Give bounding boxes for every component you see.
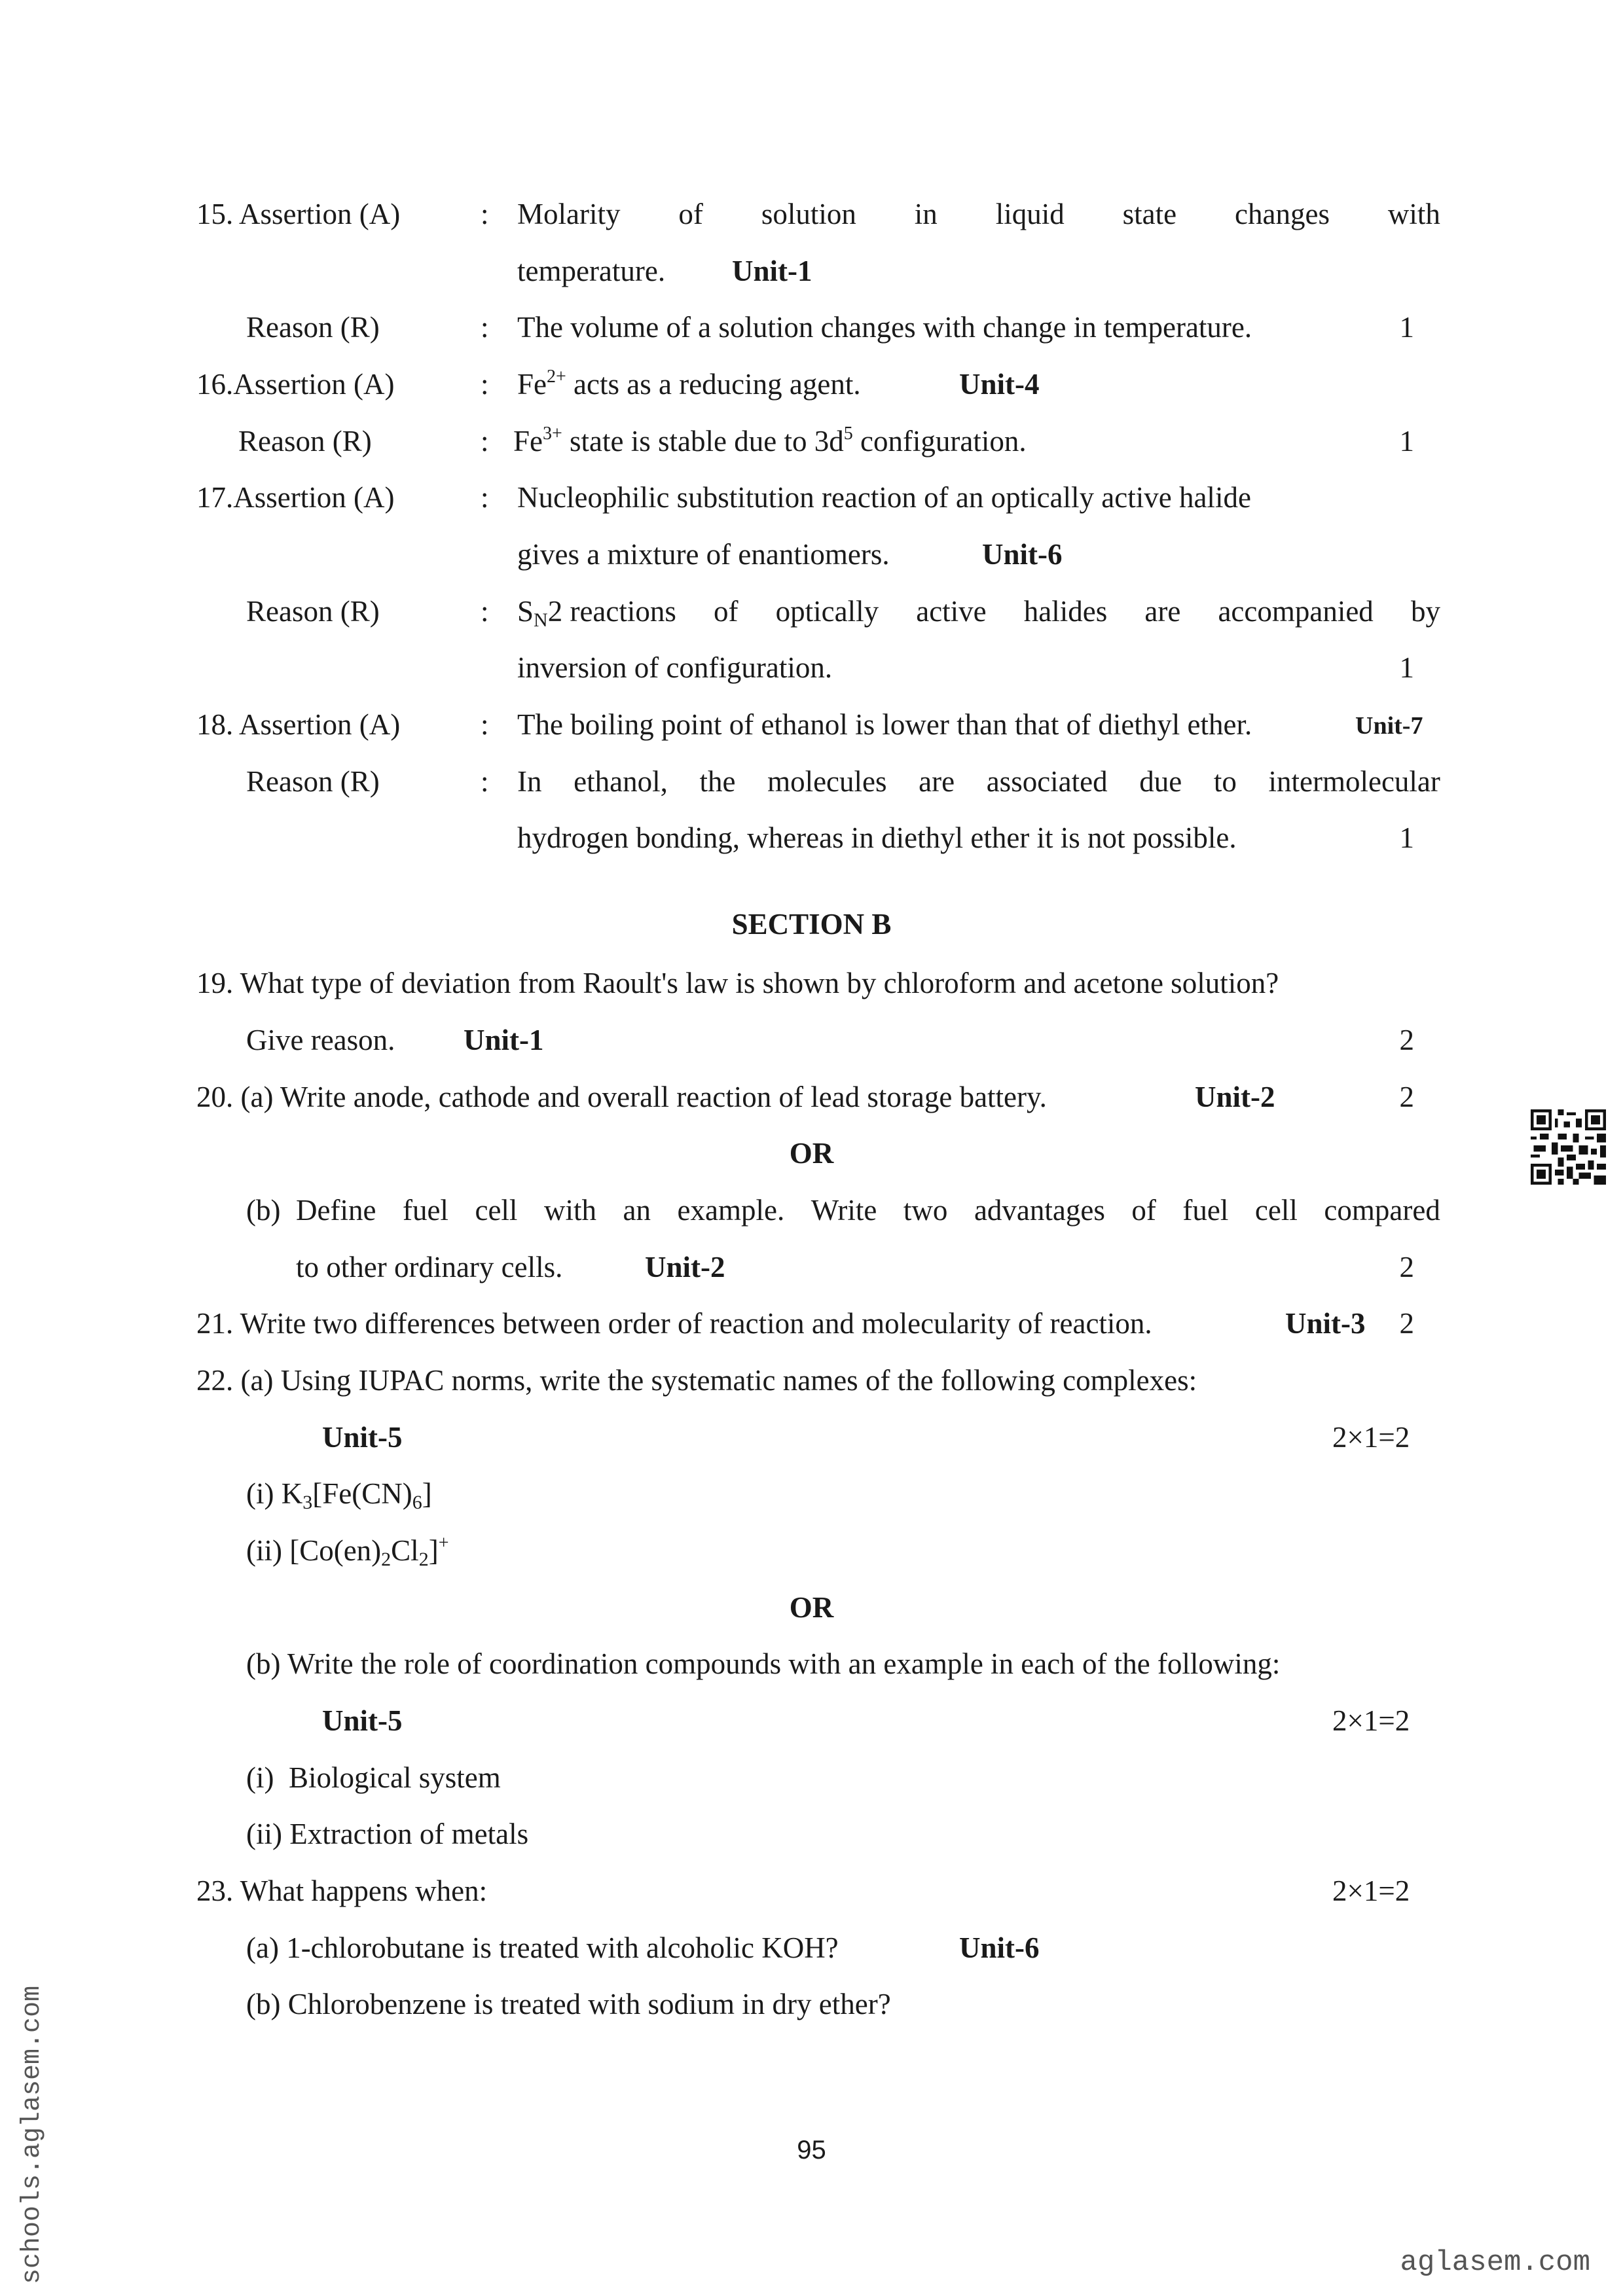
q22-b-i: (i) Biological system bbox=[246, 1761, 501, 1794]
q20-b-marks: 2 bbox=[1399, 1251, 1414, 1283]
q17-reason-label: Reason (R) bbox=[246, 595, 380, 628]
colon: : bbox=[481, 198, 489, 230]
q15-unit: Unit-1 bbox=[732, 255, 812, 287]
q19-line2: Give reason. bbox=[246, 1024, 395, 1056]
q16-unit: Unit-4 bbox=[959, 368, 1040, 401]
q22-b-unit: Unit-5 bbox=[322, 1704, 403, 1737]
q23-b-text: (b) Chlorobenzene is treated with sodium in dry ether? bbox=[246, 1988, 891, 2020]
q21-text: 21. Write two differences between order of reaction and molecularity of reaction. bbox=[196, 1307, 1152, 1340]
colon: : bbox=[481, 425, 489, 457]
q22-b-text: (b) Write the role of coordination compounds with an example in each of the following: bbox=[246, 1647, 1281, 1680]
q18-reason-label: Reason (R) bbox=[246, 765, 380, 798]
q23-a-text: (a) 1-chlorobutane is treated with alcoholic KOH? bbox=[246, 1931, 839, 1964]
q18-reason-line2: hydrogen bonding, whereas in diethyl ether it is not possible. bbox=[517, 821, 1237, 854]
q22-or: OR bbox=[789, 1591, 834, 1624]
q22-b-ii: (ii) Extraction of metals bbox=[246, 1818, 529, 1850]
q18-assertion-text: The boiling point of ethanol is lower than that of diethyl ether. bbox=[517, 708, 1252, 741]
q17-assertion-line2: gives a mixture of enantiomers. bbox=[517, 538, 890, 571]
q17-label: 17.Assertion (A) bbox=[196, 481, 395, 514]
q16-reason-text: $Fe^{3+}$ state is stable due to $3d^5$ configuration. bbox=[513, 423, 1027, 457]
q20-b-line1: Define fuel cell with an example. Write two advantages of fuel cell compared bbox=[296, 1194, 1440, 1227]
q20-a-marks: 2 bbox=[1399, 1081, 1414, 1113]
q22-a-unit: Unit-5 bbox=[322, 1421, 403, 1454]
q16-marks: 1 bbox=[1399, 425, 1414, 457]
q20-or: OR bbox=[789, 1137, 834, 1170]
q19-marks: 2 bbox=[1399, 1024, 1414, 1056]
q20-b-unit: Unit-2 bbox=[645, 1251, 725, 1283]
q16-assertion-text: $Fe^{2+}$ acts as a reducing agent. bbox=[517, 367, 861, 401]
q17-marks: 1 bbox=[1399, 651, 1414, 684]
q21-marks: 2 bbox=[1399, 1307, 1414, 1340]
q15-label: 15. Assertion (A) bbox=[196, 198, 401, 230]
colon: : bbox=[481, 481, 489, 514]
q15-assertion-line2: temperature. bbox=[517, 255, 666, 287]
q22-b-marks: 2×1=2 bbox=[1332, 1704, 1410, 1737]
q19-unit: Unit-1 bbox=[464, 1024, 544, 1056]
q20-b-prefix: (b) bbox=[246, 1194, 281, 1227]
page-number: 95 bbox=[797, 2136, 826, 2164]
q23-marks: 2×1=2 bbox=[1332, 1874, 1410, 1907]
q20-a-text: 20. (a) Write anode, cathode and overall reaction of lead storage battery. bbox=[196, 1081, 1047, 1113]
q18-label: 18. Assertion (A) bbox=[196, 708, 401, 741]
colon: : bbox=[481, 708, 489, 741]
q18-unit: Unit-7 bbox=[1355, 712, 1423, 740]
q18-marks: 1 bbox=[1399, 821, 1414, 854]
q16-reason-label: Reason (R) bbox=[238, 425, 372, 457]
q17-reason-line1: $S_N2$ reactions of optically active halides are accompanied by bbox=[517, 595, 1440, 631]
q15-assertion-line1: Molarity of solution in liquid state changes with bbox=[517, 198, 1440, 230]
q15-reason-text: The volume of a solution changes with change in temperature. bbox=[517, 311, 1252, 344]
colon: : bbox=[481, 311, 489, 344]
q15-reason-label: Reason (R) bbox=[246, 311, 380, 344]
q23-a-unit: Unit-6 bbox=[959, 1931, 1040, 1964]
q17-reason-line2: inversion of configuration. bbox=[517, 651, 833, 684]
q22-a-marks: 2×1=2 bbox=[1332, 1421, 1410, 1454]
section-b-heading: SECTION B bbox=[731, 908, 892, 941]
q17-assertion-line1: Nucleophilic substitution reaction of an optically active halide bbox=[517, 481, 1251, 514]
q16-label: 16.Assertion (A) bbox=[196, 368, 395, 401]
q22-a-ii: (ii) $[Co(en)_2Cl_2]^+$ bbox=[246, 1533, 449, 1570]
q22-a-text: 22. (a) Using IUPAC norms, write the systematic names of the following complexes: bbox=[196, 1364, 1197, 1397]
colon: : bbox=[481, 368, 489, 401]
q18-reason-line1: In ethanol, the molecules are associated due to intermolecular bbox=[517, 765, 1440, 798]
qr-code-icon[interactable] bbox=[1531, 1109, 1606, 1185]
q15-marks: 1 bbox=[1399, 311, 1414, 344]
colon: : bbox=[481, 595, 489, 628]
q19-line1: 19. What type of deviation from Raoult's law is shown by chloroform and acetone solution? bbox=[196, 967, 1279, 999]
q20-a-unit: Unit-2 bbox=[1195, 1081, 1275, 1113]
watermark-side: schools.aglasem.com bbox=[18, 1985, 47, 2284]
q22-a-i: (i) $K_3[Fe(CN)_6]$ bbox=[246, 1477, 432, 1513]
q17-unit: Unit-6 bbox=[982, 538, 1063, 571]
q21-unit: Unit-3 bbox=[1285, 1307, 1366, 1340]
watermark-corner: aglasem.com bbox=[1400, 2246, 1590, 2279]
q23-text: 23. What happens when: bbox=[196, 1874, 488, 1907]
colon: : bbox=[481, 765, 489, 798]
q20-b-line2: to other ordinary cells. bbox=[296, 1251, 563, 1283]
